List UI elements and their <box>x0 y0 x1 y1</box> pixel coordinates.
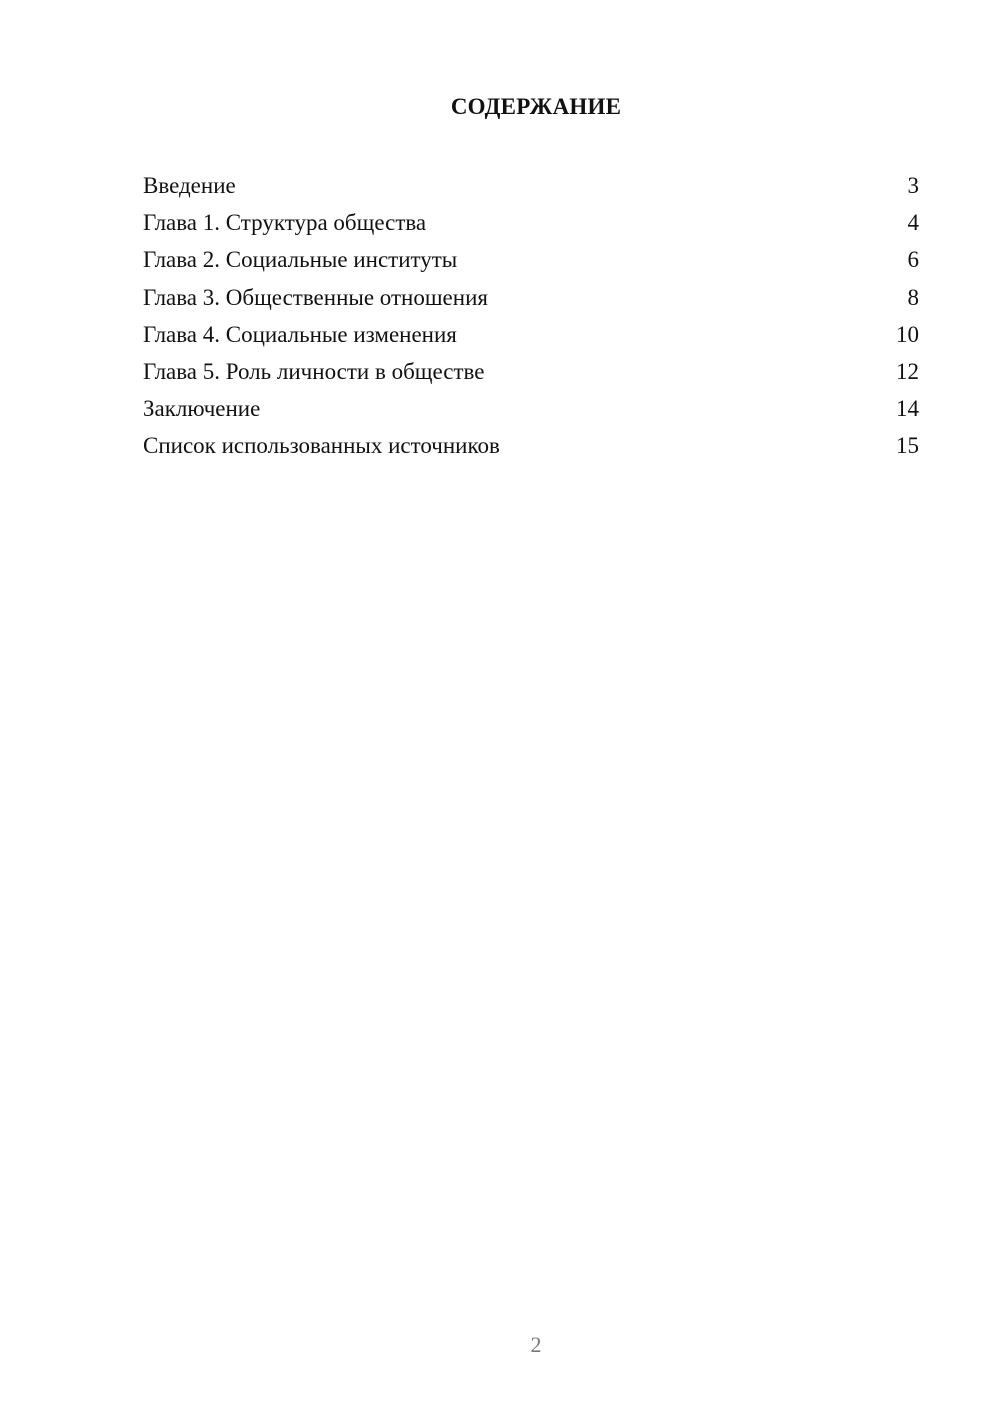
toc-title: СОДЕРЖАНИЕ <box>450 94 622 119</box>
toc-item-label: Глава 2. Социальные институты <box>143 247 458 273</box>
toc-item-page: 8 <box>907 284 919 310</box>
toc-item-chapter-1[interactable] <box>143 204 919 241</box>
toc-item-label: Глава 4. Социальные изменения <box>143 321 457 347</box>
toc-item-page: 15 <box>896 433 919 459</box>
toc-item-page: 3 <box>907 173 919 198</box>
toc-item-conclusion[interactable] <box>143 390 919 427</box>
toc-item-label: Список использованных источников <box>143 433 500 459</box>
page-number: 2 <box>530 1332 542 1357</box>
toc-item-label: Введение <box>143 173 236 198</box>
toc-item-introduction[interactable] <box>143 167 919 204</box>
toc-item-label: Глава 5. Роль личности в обществе <box>143 358 485 384</box>
toc-item-label: Заключение <box>143 396 261 422</box>
toc-item-chapter-5[interactable] <box>143 353 919 390</box>
toc-item-page: 10 <box>896 321 919 347</box>
table-of-contents <box>143 167 919 465</box>
toc-item-chapter-3[interactable] <box>143 279 919 316</box>
toc-item-page: 6 <box>907 247 919 273</box>
toc-item-page: 12 <box>896 358 919 384</box>
toc-item-chapter-2[interactable] <box>143 241 919 278</box>
toc-item-page: 4 <box>907 210 919 236</box>
toc-item-label: Глава 3. Общественные отношения <box>143 284 488 310</box>
toc-item-page: 14 <box>896 396 919 422</box>
toc-item-chapter-4[interactable] <box>143 316 919 353</box>
toc-item-references[interactable] <box>143 427 919 464</box>
toc-item-label: Глава 1. Структура общества <box>143 210 427 236</box>
